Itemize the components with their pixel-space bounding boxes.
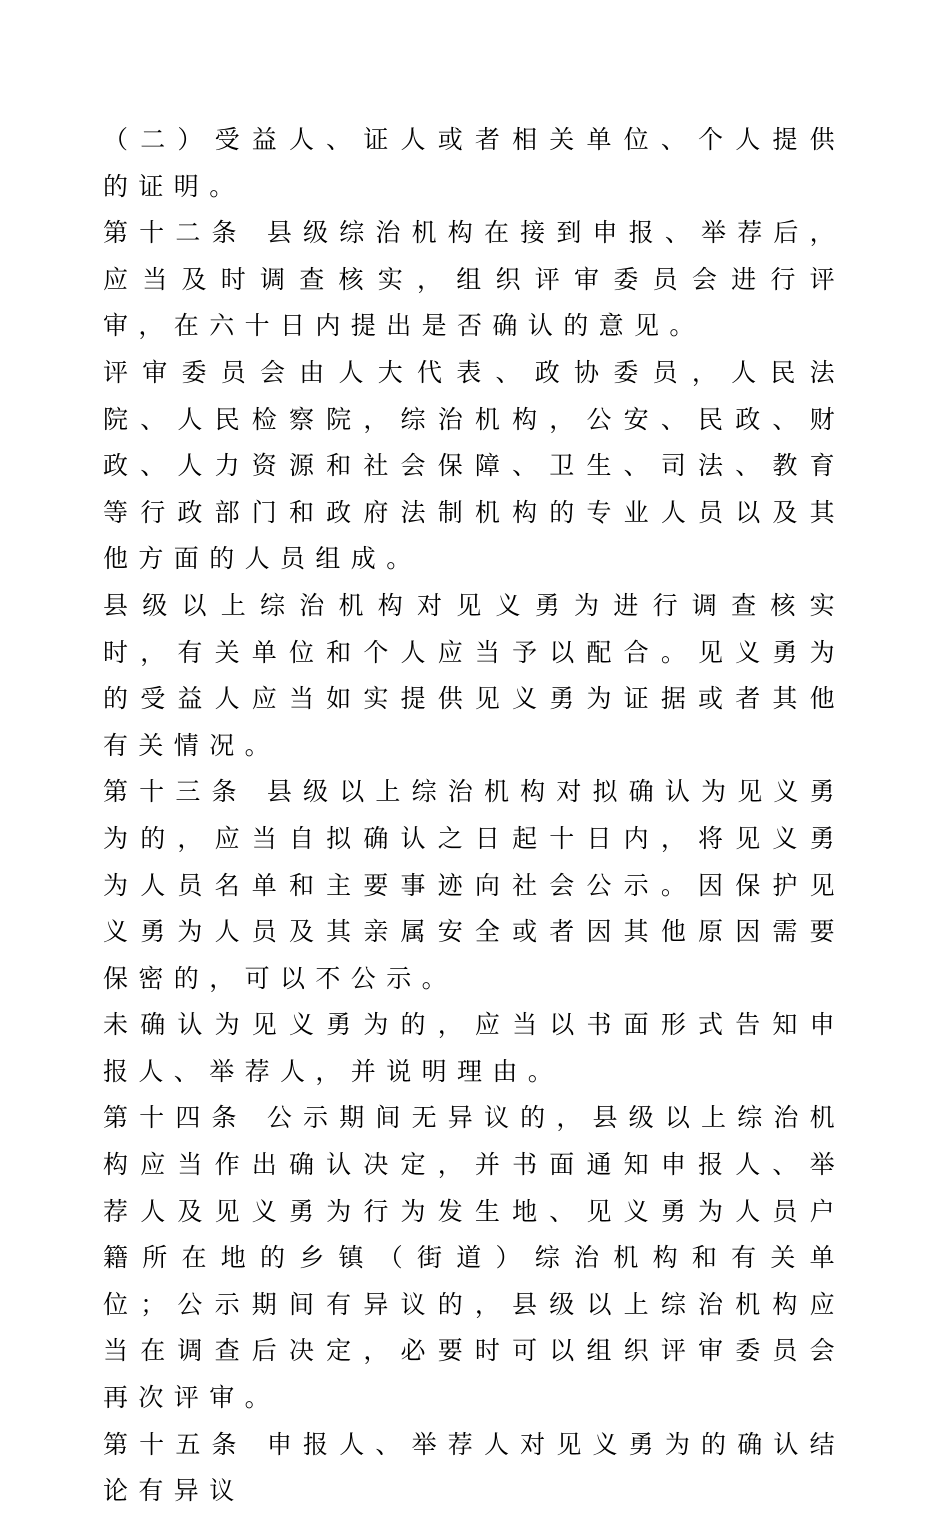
article-12: 第十二条 县级综治机构在接到申报、举荐后，应当及时调查核实，组织评审委员会进行评审，在六十日内提出是否确认的意见。: [103, 218, 845, 341]
paragraph-investigation: 县级以上综治机构对见义勇为进行调查核实时，有关单位和个人应当予以配合。见义勇为的受益人应当如实提供见义勇为证据或者其他有关情况。: [103, 590, 845, 760]
paragraph-item-2: （二）受益人、证人或者相关单位、个人提供的证明。: [103, 125, 845, 201]
document-body: [103, 117, 845, 1515]
paragraph-not-confirmed: 未确认为见义勇为的，应当以书面形式告知申报人、举荐人，并说明理由。: [103, 1010, 845, 1086]
article-13: 第十三条 县级以上综治机构对拟确认为见义勇为的，应当自拟确认之日起十日内，将见义勇为人员名单和主要事迹向社会公示。因保护见义勇为人员及其亲属安全或者因其他原因需要保密的，可以不公示。: [103, 777, 845, 993]
paragraph-review-committee: 评审委员会由人大代表、政协委员，人民法院、人民检察院，综治机构，公安、民政、财政、人力资源和社会保障、卫生、司法、教育等行政部门和政府法制机构的专业人员以及其他方面的人员组成。: [103, 357, 845, 574]
article-14: 第十四条 公示期间无异议的，县级以上综治机构应当作出确认决定，并书面通知申报人、举荐人及见义勇为行为发生地、见义勇为人员户籍所在地的乡镇（街道）综治机构和有关单位；公示期间有异议的，县级以上综治机构应当在调查后决定，必要时可以组织评审委员会再次评审。: [103, 1103, 845, 1413]
article-15: 第十五条 申报人、举荐人对见义勇为的确认结论有异议: [103, 1429, 845, 1506]
